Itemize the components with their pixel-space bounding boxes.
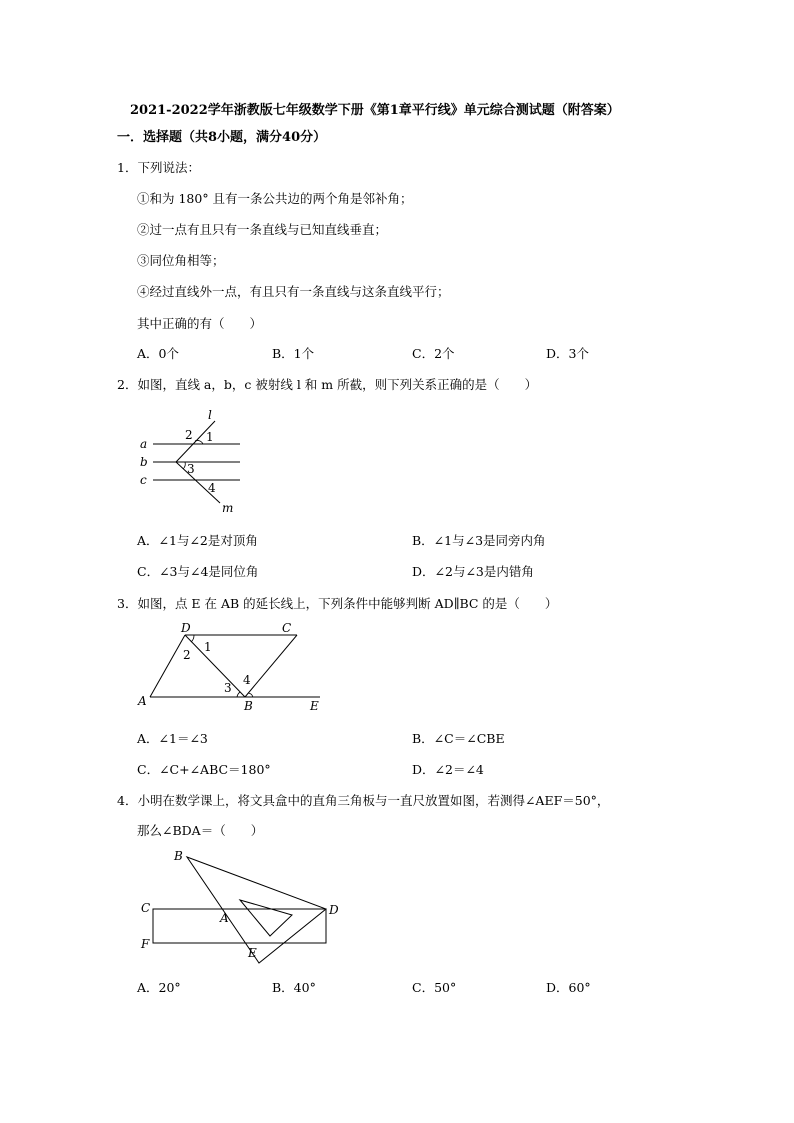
angle-label-4: 4: [243, 673, 251, 687]
q1-item-1: ①和为 180° 且有一条公共边的两个角是邻补角；: [137, 191, 413, 206]
q4-option-c[interactable]: C．50°: [412, 980, 457, 995]
angle-label-2: 2: [183, 648, 191, 662]
q3-option-a[interactable]: A．∠1＝∠3: [137, 731, 208, 746]
label-B: B: [244, 699, 253, 713]
q1-item-3: ③同位角相等；: [137, 253, 225, 268]
label-C: C: [282, 621, 292, 635]
q1-option-c[interactable]: C．2个: [412, 346, 455, 361]
label-c: c: [140, 473, 147, 487]
q3-option-b[interactable]: B．∠C＝∠CBE: [412, 731, 505, 746]
label-E: E: [248, 946, 257, 960]
label-C: C: [141, 901, 151, 915]
angle-label-3: 3: [187, 462, 195, 476]
triangle-inner: [240, 900, 292, 936]
angle-label-1: 1: [206, 430, 214, 444]
q4-stem-line-1: 4．小明在数学课上，将文具盒中的直角三角板与一直尺放置如图，若测得∠AEF＝50°，: [117, 793, 610, 808]
q2-option-b[interactable]: B．∠1与∠3是同旁内角: [412, 533, 546, 548]
q1-prompt: 其中正确的有（ ）: [137, 316, 263, 331]
label-l: l: [208, 408, 212, 422]
ruler: [153, 909, 326, 943]
q1-option-a[interactable]: A．0个: [137, 346, 179, 361]
document-title: 2021-2022学年浙教版七年级数学下册《第1章平行线》单元综合测试题（附答案）: [130, 103, 620, 118]
section-heading: 一．选择题（共8小题，满分40分）: [117, 130, 327, 145]
q2-option-c[interactable]: C．∠3与∠4是同位角: [137, 564, 259, 579]
q4-option-a[interactable]: A．20°: [137, 980, 181, 995]
angle-label-3: 3: [224, 681, 232, 695]
label-F: F: [141, 937, 150, 951]
q1-item-4: ④经过直线外一点，有且只有一条直线与这条直线平行；: [137, 284, 450, 299]
angle-label-2: 2: [185, 428, 193, 442]
q1-stem: 1．下列说法：: [117, 160, 200, 175]
q4-option-b[interactable]: B．40°: [272, 980, 316, 995]
label-A: A: [220, 911, 229, 925]
q2-option-d[interactable]: D．∠2与∠3是内错角: [412, 564, 534, 579]
q1-option-d[interactable]: D．3个: [546, 346, 589, 361]
q1-option-b[interactable]: B．1个: [272, 346, 315, 361]
q1-item-2: ②过一点有且只有一条直线与已知直线垂直；: [137, 222, 388, 237]
q2-stem: 2．如图，直线 a，b，c 被射线 l 和 m 所截，则下列关系正确的是（ ）: [117, 377, 538, 392]
label-A: A: [138, 694, 147, 708]
label-B: B: [174, 849, 183, 863]
q2-option-a[interactable]: A．∠1与∠2是对顶角: [137, 533, 258, 548]
angle-label-4: 4: [208, 481, 216, 495]
q3-option-d[interactable]: D．∠2＝∠4: [412, 762, 484, 777]
label-a: a: [140, 437, 148, 451]
q3-stem: 3．如图，点 E 在 AB 的延长线上，下列条件中能够判断 AD∥BC 的是（ ）: [117, 596, 558, 611]
label-m: m: [222, 501, 234, 515]
label-b: b: [140, 455, 148, 469]
label-E: E: [310, 699, 319, 713]
label-D: D: [329, 903, 339, 917]
angle-label-1: 1: [204, 640, 212, 654]
q4-stem-line-2: 那么∠BDA＝（ ）: [137, 823, 264, 838]
q4-option-d[interactable]: D．60°: [546, 980, 591, 995]
label-D: D: [181, 621, 191, 635]
q3-option-c[interactable]: C．∠C+∠ABC＝180°: [137, 762, 271, 777]
